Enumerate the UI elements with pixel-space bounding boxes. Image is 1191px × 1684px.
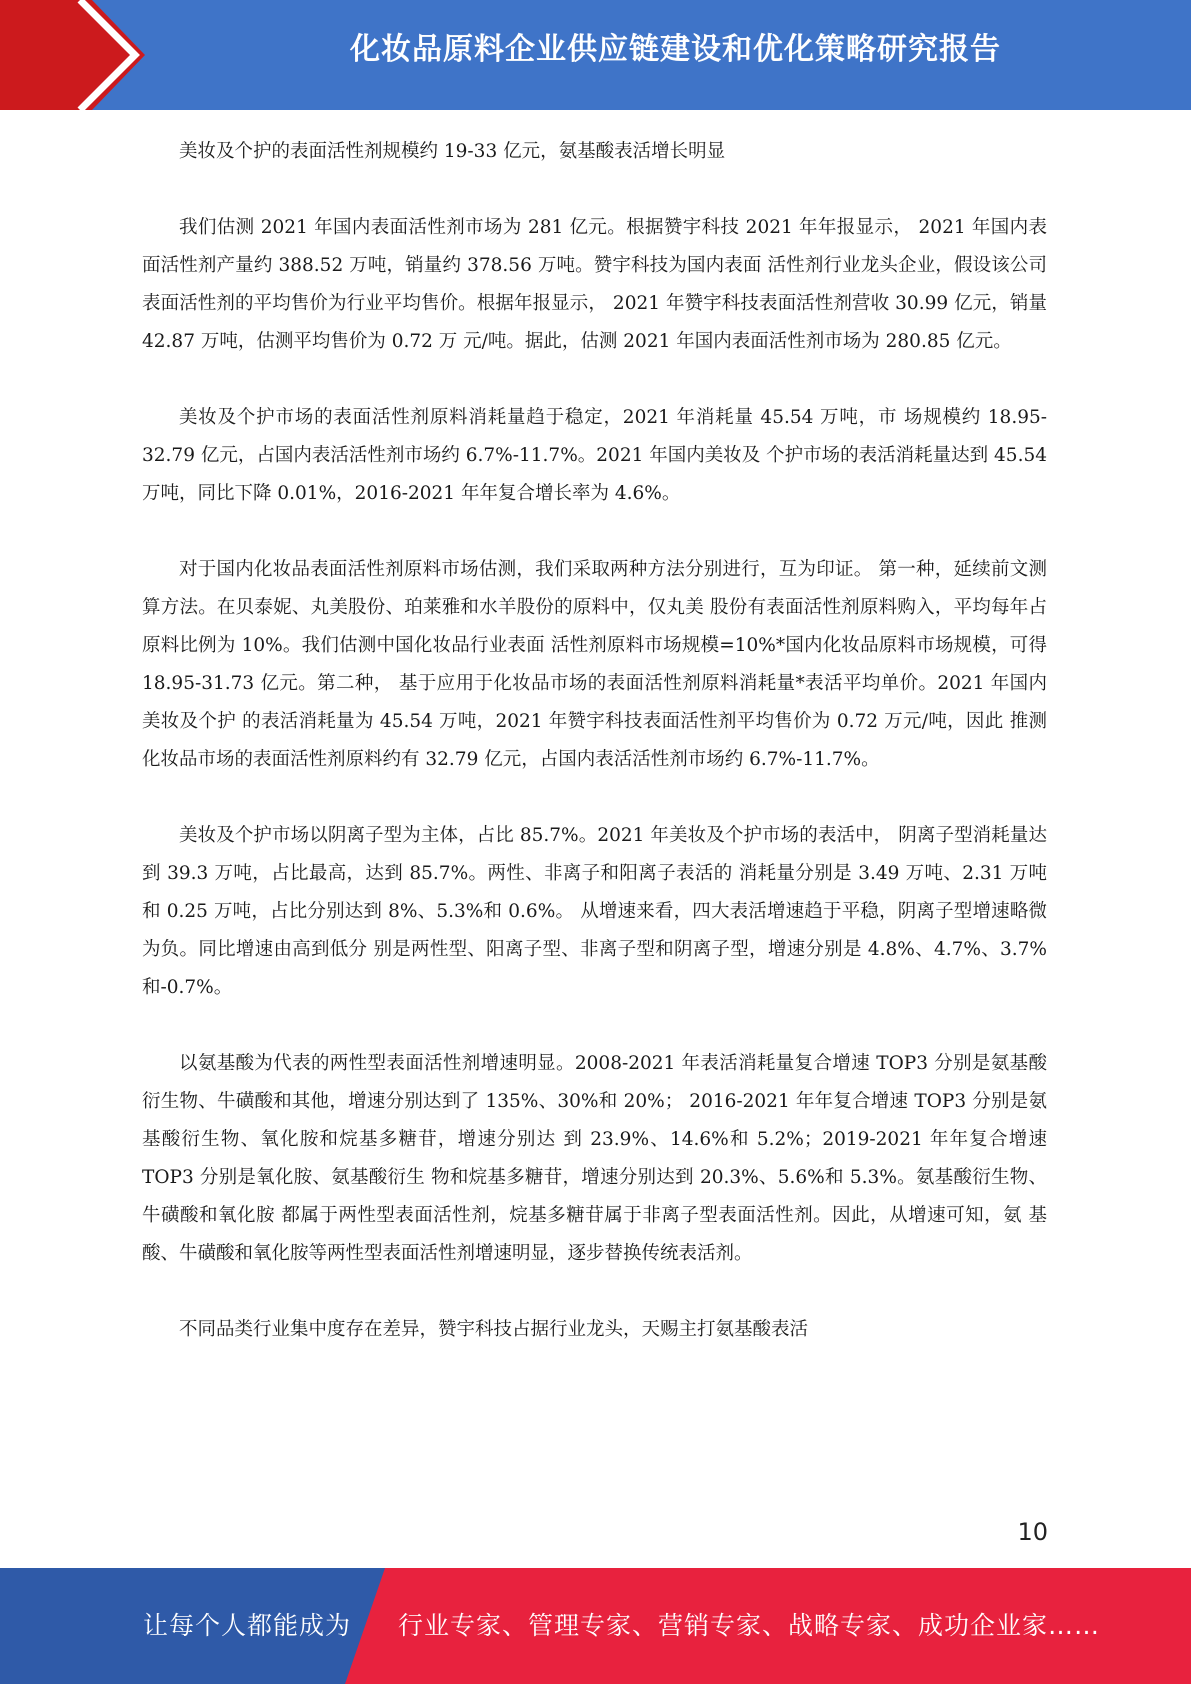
document-body xyxy=(142,133,1047,1349)
header-banner xyxy=(0,0,1191,110)
report-title: 化妆品原料企业供应链建设和优化策略研究报告 xyxy=(350,32,1001,67)
paragraph: 美妆及个护市场以阴离子型为主体，占比 85.7%。2021 年美妆及个护市场的表活中， 阴离子型消耗量达到 39.3 万吨，占比最高，达到 85.7%。两性、非离子和阳离子表活的 消耗量分别是 3.49 万吨、2.31 万吨和 0.25 万吨，占比分别达到 8%、5.3%和 0.6%。 从增速来看，四大表活增速趋于平稳，阴离子型增速略微为负。同比增速由高到低分 别是两性型、阳离子型、非离子型和阴离子型，增速分别是 4.8%、4.7%、3.7%和-0.7%。 xyxy=(142,825,1047,998)
paragraph: 我们估测 2021 年国内表面活性剂市场为 281 亿元。根据赞宇科技 2021 年年报显示， 2021 年国内表面活性剂产量约 388.52 万吨，销量约 378.56 万吨。赞宇科技为国内表面 活性剂行业龙头企业，假设该公司表面活性剂的平均售价为行业平均售价。根据年报显示， 2021 年赞宇科技表面活性剂营收 30.99 亿元，销量 42.87 万吨，估测平均售价为 0.72 万 元/吨。据此，估测 2021 年国内表面活性剂市场为 280.85 亿元。 xyxy=(142,217,1047,352)
red-chevron-graphic xyxy=(0,0,145,110)
footer-slogan-left: 让每个人都能成为 xyxy=(143,1611,352,1640)
page-number: 10 xyxy=(1017,1518,1048,1546)
paragraph: 美妆及个护市场的表面活性剂原料消耗量趋于稳定，2021 年消耗量 45.54 万吨，市 场规模约 18.95-32.79 亿元，占国内表活活性剂市场约 6.7%-11.7%。2021 年国内美妆及 个护市场的表活消耗量达到 45.54 万吨，同比下降 0.01%，2016-2021 年年复合增长率为 4.6%。 xyxy=(142,407,1047,504)
footer-banner xyxy=(0,1568,1191,1684)
footer-slogan-right: 行业专家、管理专家、营销专家、战略专家、成功企业家…… xyxy=(398,1611,1101,1640)
paragraph: 以氨基酸为代表的两性型表面活性剂增速明显。2008-2021 年表活消耗量复合增速 TOP3 分别是氨基酸衍生物、牛磺酸和其他，增速分别达到了 135%、30%和 20%； 2016-2021 年年复合增速 TOP3 分别是氨基酸衍生物、氧化胺和烷基多糖苷，增速分别达 到 23.9%、14.6%和 5.2%；2019-2021 年年复合增速 TOP3 分别是氧化胺、氨基酸衍生 物和烷基多糖苷，增速分别达到 20.3%、5.6%和 5.3%。氨基酸衍生物、牛磺酸和氧化胺 都属于两性型表面活性剂，烷基多糖苷属于非离子型表面活性剂。因此，从增速可知，氨 基酸、牛磺酸和氧化胺等两性型表面活性剂增速明显，逐步替换传统表活剂。 xyxy=(142,1053,1047,1264)
section-heading: 不同品类行业集中度存在差异，赞宇科技占据行业龙头，天赐主打氨基酸表活 xyxy=(179,1319,809,1340)
section-heading: 美妆及个护的表面活性剂规模约 19-33 亿元，氨基酸表活增长明显 xyxy=(179,141,726,162)
paragraph: 对于国内化妆品表面活性剂原料市场估测，我们采取两种方法分别进行，互为印证。 第一种，延续前文测算方法。在贝泰妮、丸美股份、珀莱雅和水羊股份的原料中，仅丸美 股份有表面活性剂原料购入，平均每年占原料比例为 10%。我们估测中国化妆品行业表面 活性剂原料市场规模=10%*国内化妆品原料市场规模，可得 18.95-31.73 亿元。第二种， 基于应用于化妆品市场的表面活性剂原料消耗量*表活平均单价。2021 年国内美妆及个护 的表活消耗量为 45.54 万吨，2021 年赞宇科技表面活性剂平均售价为 0.72 万元/吨，因此 推测化妆品市场的表面活性剂原料约有 32.79 亿元，占国内表活活性剂市场约 6.7%-11.7%。 xyxy=(142,559,1047,770)
